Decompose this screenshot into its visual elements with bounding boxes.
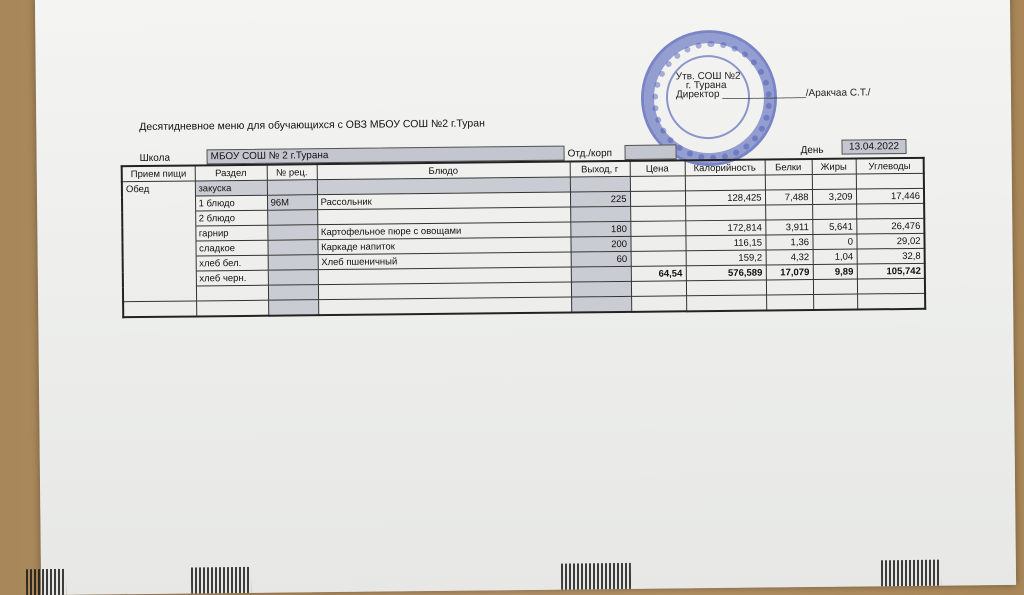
yield-cell [570, 206, 630, 222]
recipe-cell: 96М [267, 195, 317, 211]
fat-cell: 5,641 [812, 219, 856, 234]
recipe-cell [267, 210, 317, 226]
calories-cell: 128,425 [685, 190, 765, 206]
recipe-cell [267, 240, 317, 256]
section-cell [196, 285, 268, 301]
dish-cell: Каркаде напиток [317, 237, 570, 255]
carbs-cell: 17,446 [856, 188, 924, 204]
yield-cell [571, 281, 631, 297]
meal-cell [122, 196, 195, 212]
meal-cell [122, 241, 195, 257]
meal-cell [123, 301, 196, 317]
meal-cell [122, 226, 195, 242]
carbs-cell [857, 278, 925, 294]
fat-cell [812, 174, 856, 189]
col-header: Углеводы [856, 158, 924, 174]
col-header: Цена [630, 160, 685, 176]
school-field: МБОУ СОШ № 2 г.Турана [207, 146, 565, 165]
calories-cell [685, 175, 765, 191]
approval-line1: Утв. СОШ №2 [675, 70, 741, 83]
scan-artifact [26, 569, 66, 595]
scan-artifact [881, 560, 941, 587]
fat-cell [813, 279, 857, 294]
recipe-cell [268, 300, 318, 316]
dept-label: Отд./корп [567, 148, 613, 160]
price-cell [631, 296, 686, 312]
protein-cell: 4,32 [766, 249, 813, 264]
calories-cell: 116,15 [685, 235, 765, 251]
document-title: Десятидневное меню для обучающихся с ОВЗ МБОУ СОШ №2 г.Туран [139, 117, 485, 134]
col-header: Выход, г [570, 161, 630, 177]
calories-cell [685, 205, 765, 221]
protein-cell: 17,079 [766, 264, 813, 279]
fat-cell [812, 204, 856, 219]
calories-cell: 159,2 [686, 250, 766, 266]
calories-cell [686, 280, 766, 296]
section-cell: 2 блюдо [195, 210, 267, 226]
carbs-cell [856, 203, 924, 219]
recipe-cell [268, 270, 318, 286]
director-label: Директор [675, 88, 720, 101]
protein-cell [765, 204, 812, 219]
carbs-cell: 26,476 [856, 218, 924, 234]
protein-cell: 1,36 [765, 234, 812, 249]
yield-cell: 200 [570, 236, 630, 252]
school-label: Школа [139, 152, 171, 165]
protein-cell [765, 174, 812, 189]
director-blank: _______________ [722, 88, 806, 100]
price-cell [631, 281, 686, 297]
section-cell: гарнир [195, 225, 267, 241]
recipe-cell [268, 285, 318, 301]
section-cell [196, 300, 268, 316]
protein-cell [766, 279, 813, 294]
section-cell: закуска [195, 180, 267, 196]
yield-cell: 225 [570, 191, 630, 207]
document-page [35, 0, 1016, 595]
fat-cell: 0 [812, 234, 856, 249]
yield-cell [571, 296, 631, 312]
col-header: Прием пищи [122, 165, 195, 181]
calories-cell: 172,814 [685, 220, 765, 236]
section-cell: хлеб бел. [196, 255, 268, 271]
carbs-cell [856, 173, 924, 189]
carbs-cell: 32,8 [857, 248, 925, 264]
approval-line2: г. Турана [685, 79, 727, 92]
meal-cell: Обед [122, 181, 195, 197]
dish-cell: Картофельное пюре с овощами [317, 222, 570, 240]
menu-table [121, 157, 927, 318]
meal-cell [123, 256, 196, 272]
col-header: Блюдо [317, 162, 570, 180]
dish-cell [318, 297, 571, 315]
col-header: Жиры [812, 159, 856, 175]
recipe-cell [267, 180, 317, 196]
price-cell [631, 251, 686, 267]
price-cell: 64,54 [631, 266, 686, 282]
scan-artifact [191, 567, 251, 594]
carbs-cell: 105,742 [857, 263, 925, 279]
section-cell: хлеб черн. [196, 270, 268, 286]
director-name: /Аракчаа С.Т./ [805, 87, 871, 100]
dish-cell: Рассольник [317, 192, 570, 210]
meal-cell [122, 211, 195, 227]
carbs-cell [857, 293, 925, 309]
recipe-cell [267, 225, 317, 241]
price-cell [630, 221, 685, 237]
scan-artifact [561, 563, 631, 590]
day-field: 13.04.2022 [841, 139, 906, 155]
meal-cell [123, 286, 196, 302]
recipe-cell [268, 255, 318, 271]
section-cell: сладкое [195, 240, 267, 256]
yield-cell [571, 266, 631, 282]
calories-cell: 576,589 [686, 265, 766, 281]
calories-cell [686, 295, 766, 311]
dept-field [624, 144, 676, 160]
carbs-cell: 29,02 [856, 233, 924, 249]
yield-cell: 180 [570, 221, 630, 237]
protein-cell: 3,911 [765, 219, 812, 234]
protein-cell [766, 294, 813, 310]
fat-cell: 3,209 [812, 189, 856, 204]
price-cell [630, 191, 685, 207]
dish-cell: Хлеб пшеничный [318, 252, 571, 270]
table-body [122, 173, 925, 317]
approval-director [676, 87, 871, 100]
section-cell: 1 блюдо [195, 195, 267, 211]
day-label: День [800, 144, 824, 157]
yield-cell [570, 176, 630, 192]
fat-cell: 1,04 [813, 249, 857, 264]
yield-cell: 60 [571, 251, 631, 267]
meal-cell [123, 271, 196, 287]
price-cell [630, 206, 685, 222]
col-header: № рец. [267, 164, 317, 180]
col-header: Раздел [195, 165, 267, 181]
fat-cell [813, 294, 857, 310]
protein-cell: 7,488 [765, 189, 812, 204]
fat-cell: 9,89 [813, 264, 857, 279]
price-cell [630, 236, 685, 252]
col-header: Белки [765, 159, 812, 175]
price-cell [630, 176, 685, 192]
col-header: Калорийность [685, 159, 765, 175]
